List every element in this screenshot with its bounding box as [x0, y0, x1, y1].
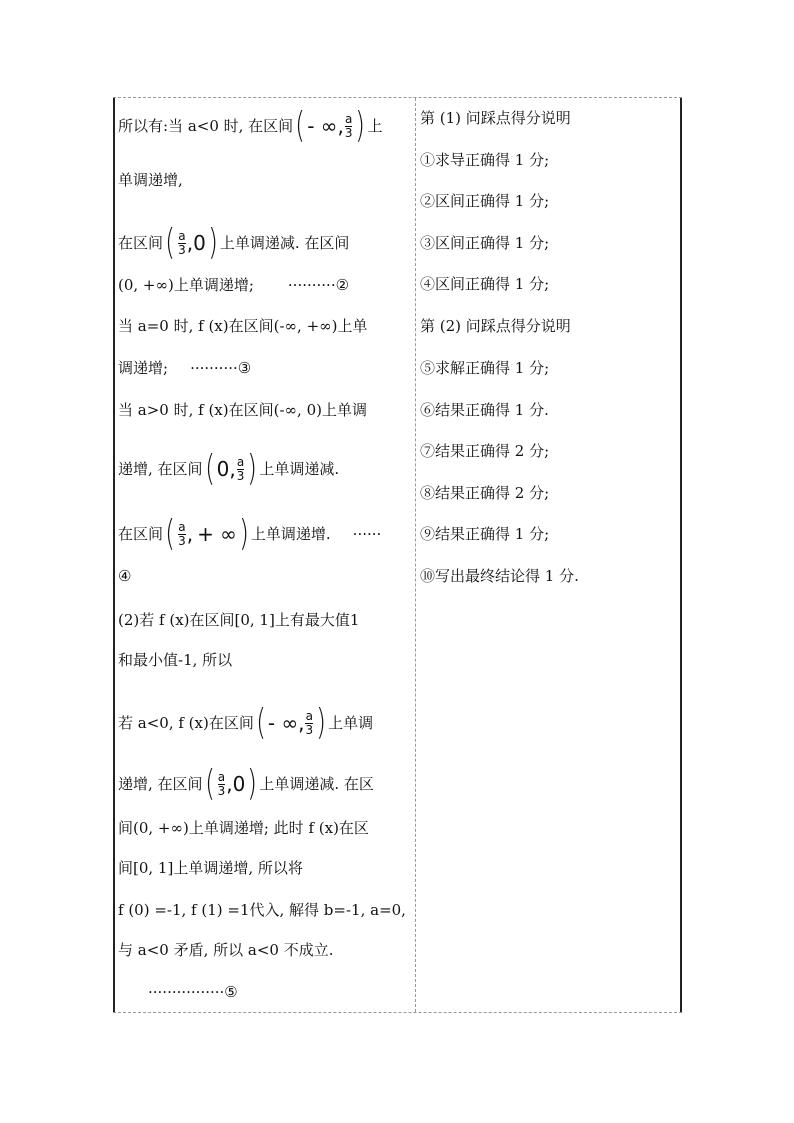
solution-line-5: 当 a=0 时, f (x)在区间(-∞, +∞)上单: [118, 317, 368, 335]
table-left-border: [113, 98, 115, 1012]
interval-a3-pos-inf: ( $\frac{a}{3}$ , + ∞ ): [165, 513, 249, 554]
scoring-line: 第 (1) 问踩点得分说明: [420, 109, 571, 127]
solution-line-16: 间[0, 1]上单调递增, 所以将: [118, 859, 303, 877]
scoring-line: 第 (2) 问踩点得分说明: [420, 317, 571, 335]
solution-line-12: 和最小值-1, 所以: [118, 651, 233, 669]
solution-line-6: 调递增; ··········③: [118, 359, 252, 377]
scoring-line: ⑨结果正确得 1 分;: [420, 525, 550, 543]
solution-line-17: f (0) =-1, f (1) =1代入, 解得 b=-1, a=0,: [118, 901, 406, 919]
interval-neg-inf-a3: ( - ∞, $\frac{a}{3}$ ): [295, 105, 366, 146]
solution-line-3: 在区间 ( $\frac{a}{3}$ , 0 ) 上单调递减. 在区间: [118, 222, 350, 263]
solution-line-9: 在区间 ( $\frac{a}{3}$ , + ∞ ) 上单调递增. ······: [118, 513, 382, 554]
solution-line-19: ················⑤: [148, 983, 238, 1001]
solution-line-4: (0, +∞)上单调递增; ··········②: [118, 276, 350, 294]
interval-0-a3: ( 0, $\frac{a}{3}$ ): [204, 448, 258, 489]
solution-line-2: 单调递增,: [118, 171, 183, 189]
solution-line-8: 递增, 在区间 ( 0, $\frac{a}{3}$ ) 上单调递减.: [118, 448, 340, 489]
fraction-a-over-3: $\frac{a}{3}$: [344, 111, 353, 140]
solution-line-7: 当 a>0 时, f (x)在区间(-∞, 0)上单调: [118, 401, 367, 419]
scoring-line: ⑤求解正确得 1 分;: [420, 359, 550, 377]
scoring-line: ④区间正确得 1 分;: [420, 275, 550, 293]
scoring-line: ①求导正确得 1 分;: [420, 151, 550, 169]
solution-line-11: (2)若 f (x)在区间[0, 1]上有最大值1: [118, 611, 360, 629]
scoring-line: ③区间正确得 1 分;: [420, 234, 550, 252]
fraction-a-over-3: $\frac{a}{3}$: [217, 769, 226, 798]
solution-line-10: ④: [118, 567, 132, 585]
solution-table: [113, 97, 682, 1013]
solution-line-15: 间(0, +∞)上单调递增; 此时 f (x)在区: [118, 819, 369, 837]
interval-neg-inf-a3: ( - ∞, $\frac{a}{3}$ ): [255, 702, 327, 743]
solution-line-14: 递增, 在区间 ( $\frac{a}{3}$ , 0 ) 上单调递减. 在区: [118, 763, 374, 804]
scoring-line: ⑦结果正确得 2 分;: [420, 442, 550, 460]
solution-line-13: 若 a<0, f (x)在区间 ( - ∞, $\frac{a}{3}$ ) 上单调: [118, 702, 374, 743]
table-right-border: [680, 98, 682, 1012]
scoring-line: ②区间正确得 1 分;: [420, 192, 550, 210]
column-divider: [415, 98, 416, 1012]
interval-a3-0: ( $\frac{a}{3}$ , 0 ): [204, 763, 258, 804]
scoring-line: ⑧结果正确得 2 分;: [420, 484, 550, 502]
fraction-a-over-3: $\frac{a}{3}$: [236, 454, 245, 483]
fraction-a-over-3: $\frac{a}{3}$: [305, 708, 314, 737]
interval-a3-0: ( $\frac{a}{3}$ , 0 ): [165, 222, 218, 263]
solution-line-18: 与 a<0 矛盾, 所以 a<0 不成立.: [118, 941, 334, 959]
fraction-a-over-3: $\frac{a}{3}$: [178, 519, 186, 548]
solution-line-1: 所以有:当 a<0 时, 在区间 ( - ∞, $\frac{a}{3}$ ) 上: [118, 105, 383, 146]
scoring-line: ⑩写出最终结论得 1 分.: [420, 567, 579, 585]
fraction-a-over-3: $\frac{a}{3}$: [178, 228, 186, 257]
scoring-line: ⑥结果正确得 1 分.: [420, 401, 549, 419]
